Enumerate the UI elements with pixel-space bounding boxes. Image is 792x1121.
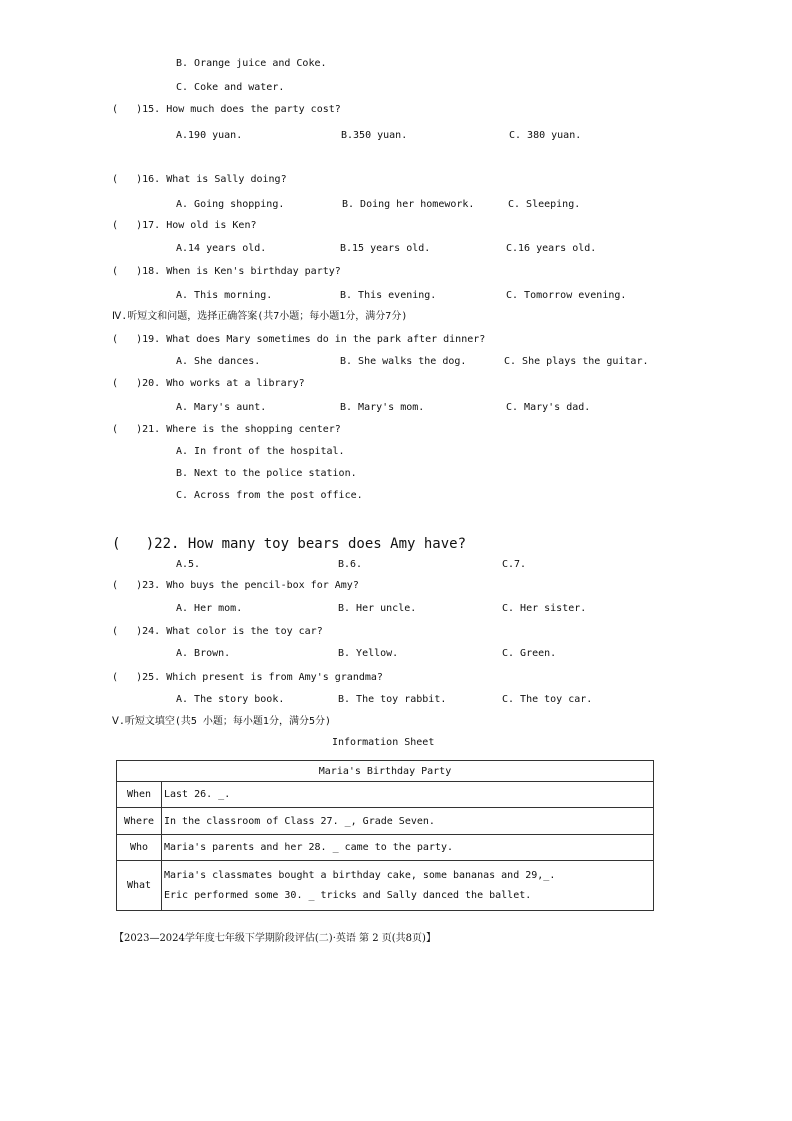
table-row bbox=[117, 808, 654, 835]
q21-option-a: A. In front of the hospital. bbox=[176, 446, 345, 457]
row-content-where: In the classroom of Class 27. _, Grade Seven. bbox=[162, 808, 654, 835]
q25-option-c: C. The toy car. bbox=[502, 694, 593, 705]
row-content-when: Last 26. _. bbox=[162, 782, 654, 808]
question-24: ( )24. What color is the toy car? bbox=[112, 626, 323, 637]
q25-option-a: A. The story book. bbox=[176, 694, 285, 705]
q15-option-a: A.190 yuan. bbox=[176, 130, 243, 141]
row-content-who: Maria's parents and her 28. _ came to the party. bbox=[162, 835, 654, 861]
what-line-2: Eric performed some 30. _ tricks and Sally danced the ballet. bbox=[164, 889, 532, 901]
q23-option-a: A. Her mom. bbox=[176, 603, 243, 614]
q15-option-b: B.350 yuan. bbox=[341, 130, 408, 141]
q19-option-a: A. She dances. bbox=[176, 356, 261, 367]
q16-option-b: B. Doing her homework. bbox=[342, 199, 475, 210]
question-16: ( )16. What is Sally doing? bbox=[112, 174, 287, 185]
q16-option-c: C. Sleeping. bbox=[508, 199, 581, 210]
question-23: ( )23. Who buys the pencil-box for Amy? bbox=[112, 580, 359, 591]
row-label-what: What bbox=[117, 861, 162, 911]
q19-option-b: B. She walks the dog. bbox=[340, 356, 467, 367]
question-20: ( )20. Who works at a library? bbox=[112, 378, 305, 389]
option-b-q14: B. Orange juice and Coke. bbox=[176, 58, 327, 69]
question-22: ( )22. How many toy bears does Amy have? bbox=[112, 536, 467, 552]
question-18: ( )18. When is Ken's birthday party? bbox=[112, 266, 341, 277]
q20-option-c: C. Mary's dad. bbox=[506, 402, 591, 413]
q22-option-a: A.5. bbox=[176, 559, 201, 570]
table-row bbox=[117, 861, 654, 911]
q24-option-c: C. Green. bbox=[502, 648, 557, 659]
q22-option-c: C.7. bbox=[502, 559, 527, 570]
q16-option-a: A. Going shopping. bbox=[176, 199, 285, 210]
q22-option-b: B.6. bbox=[338, 559, 363, 570]
q24-option-b: B. Yellow. bbox=[338, 648, 399, 659]
page-footer: 【2023—2024学年度七年级下学期阶段评估(二)·英语 第 2 页(共8页)】 bbox=[114, 933, 436, 944]
sheet-caption: Information Sheet bbox=[332, 737, 435, 748]
table-title-row bbox=[117, 761, 654, 782]
section-4-heading: Ⅳ.听短文和问题，选择正确答案(共7小题；每小题1分，满分7分) bbox=[112, 311, 408, 322]
q18-option-b: B. This evening. bbox=[340, 290, 437, 301]
q20-option-a: A. Mary's aunt. bbox=[176, 402, 267, 413]
question-21: ( )21. Where is the shopping center? bbox=[112, 424, 341, 435]
row-label-when: When bbox=[117, 782, 162, 808]
q23-option-b: B. Her uncle. bbox=[338, 603, 417, 614]
row-label-who: Who bbox=[117, 835, 162, 861]
what-line-1: Maria's classmates bought a birthday cake, some bananas and 29,_. bbox=[164, 869, 556, 881]
q23-option-c: C. Her sister. bbox=[502, 603, 587, 614]
q17-option-b: B.15 years old. bbox=[340, 243, 431, 254]
question-25: ( )25. Which present is from Amy's grandma? bbox=[112, 672, 383, 683]
q24-option-a: A. Brown. bbox=[176, 648, 231, 659]
row-label-where: Where bbox=[117, 808, 162, 835]
question-17: ( )17. How old is Ken? bbox=[112, 220, 257, 231]
question-15: ( )15. How much does the party cost? bbox=[112, 104, 341, 115]
q21-option-b: B. Next to the police station. bbox=[176, 468, 357, 479]
q18-option-a: A. This morning. bbox=[176, 290, 273, 301]
option-c-q14: C. Coke and water. bbox=[176, 82, 285, 93]
question-19: ( )19. What does Mary sometimes do in the park after dinner? bbox=[112, 334, 486, 345]
section-5-heading: Ⅴ.听短文填空(共5 小题；每小题1分，满分5分) bbox=[112, 716, 331, 727]
table-row bbox=[117, 835, 654, 861]
table-row bbox=[117, 782, 654, 808]
q20-option-b: B. Mary's mom. bbox=[340, 402, 425, 413]
q17-option-c: C.16 years old. bbox=[506, 243, 597, 254]
q18-option-c: C. Tomorrow evening. bbox=[506, 290, 627, 301]
q25-option-b: B. The toy rabbit. bbox=[338, 694, 447, 705]
q21-option-c: C. Across from the post office. bbox=[176, 490, 363, 501]
q19-option-c: C. She plays the guitar. bbox=[504, 356, 649, 367]
q17-option-a: A.14 years old. bbox=[176, 243, 267, 254]
q15-option-c: C. 380 yuan. bbox=[509, 130, 582, 141]
row-content-what bbox=[162, 861, 654, 911]
table-title: Maria's Birthday Party bbox=[117, 761, 654, 782]
information-sheet-table bbox=[116, 760, 654, 911]
